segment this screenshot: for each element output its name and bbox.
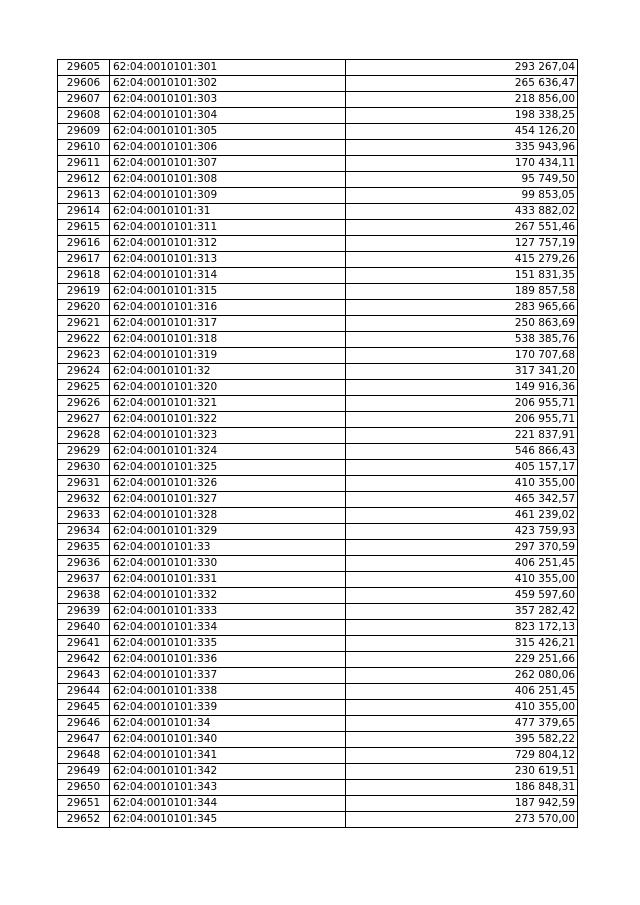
table-row	[58, 492, 578, 508]
table-row	[58, 716, 578, 732]
row-number-cell: 29611	[58, 156, 110, 172]
cadastral-number-cell: 62:04:0010101:301	[110, 60, 346, 76]
row-number-cell: 29616	[58, 236, 110, 252]
value-cell: 283 965,66	[346, 300, 578, 316]
row-number-cell: 29610	[58, 140, 110, 156]
row-number-cell: 29635	[58, 540, 110, 556]
table-row	[58, 748, 578, 764]
row-number-cell: 29607	[58, 92, 110, 108]
cadastral-number-cell: 62:04:0010101:341	[110, 748, 346, 764]
cadastral-number-cell: 62:04:0010101:343	[110, 780, 346, 796]
value-cell: 149 916,36	[346, 380, 578, 396]
table-row	[58, 92, 578, 108]
table-row	[58, 652, 578, 668]
value-cell: 170 707,68	[346, 348, 578, 364]
cadastral-number-cell: 62:04:0010101:333	[110, 604, 346, 620]
value-cell: 538 385,76	[346, 332, 578, 348]
value-cell: 357 282,42	[346, 604, 578, 620]
value-cell: 454 126,20	[346, 124, 578, 140]
table-row	[58, 76, 578, 92]
value-cell: 221 837,91	[346, 428, 578, 444]
cadastral-number-cell: 62:04:0010101:331	[110, 572, 346, 588]
cadastral-number-cell: 62:04:0010101:328	[110, 508, 346, 524]
value-cell: 423 759,93	[346, 524, 578, 540]
table-row	[58, 556, 578, 572]
cadastral-number-cell: 62:04:0010101:340	[110, 732, 346, 748]
value-cell: 293 267,04	[346, 60, 578, 76]
row-number-cell: 29621	[58, 316, 110, 332]
row-number-cell: 29640	[58, 620, 110, 636]
row-number-cell: 29619	[58, 284, 110, 300]
cadastral-number-cell: 62:04:0010101:316	[110, 300, 346, 316]
cadastral-number-cell: 62:04:0010101:308	[110, 172, 346, 188]
value-cell: 186 848,31	[346, 780, 578, 796]
table-row	[58, 124, 578, 140]
value-cell: 823 172,13	[346, 620, 578, 636]
cadastral-number-cell: 62:04:0010101:34	[110, 716, 346, 732]
value-cell: 95 749,50	[346, 172, 578, 188]
table-row	[58, 332, 578, 348]
table-row	[58, 396, 578, 412]
row-number-cell: 29630	[58, 460, 110, 476]
row-number-cell: 29620	[58, 300, 110, 316]
value-cell: 206 955,71	[346, 396, 578, 412]
value-cell: 170 434,11	[346, 156, 578, 172]
value-cell: 230 619,51	[346, 764, 578, 780]
value-cell: 267 551,46	[346, 220, 578, 236]
cadastral-number-cell: 62:04:0010101:342	[110, 764, 346, 780]
row-number-cell: 29613	[58, 188, 110, 204]
value-cell: 317 341,20	[346, 364, 578, 380]
cadastral-number-cell: 62:04:0010101:302	[110, 76, 346, 92]
table-row	[58, 732, 578, 748]
table-row	[58, 780, 578, 796]
row-number-cell: 29651	[58, 796, 110, 812]
table-row	[58, 508, 578, 524]
table-row	[58, 620, 578, 636]
table-row	[58, 428, 578, 444]
table-row	[58, 700, 578, 716]
cadastral-number-cell: 62:04:0010101:337	[110, 668, 346, 684]
table-row	[58, 60, 578, 76]
table-row	[58, 284, 578, 300]
row-number-cell: 29623	[58, 348, 110, 364]
value-cell: 206 955,71	[346, 412, 578, 428]
table-body	[58, 60, 578, 828]
value-cell: 297 370,59	[346, 540, 578, 556]
table-row	[58, 796, 578, 812]
table-row	[58, 636, 578, 652]
cadastral-number-cell: 62:04:0010101:304	[110, 108, 346, 124]
value-cell: 546 866,43	[346, 444, 578, 460]
cadastral-number-cell: 62:04:0010101:315	[110, 284, 346, 300]
table-row	[58, 300, 578, 316]
cadastral-value-table	[57, 59, 578, 828]
row-number-cell: 29615	[58, 220, 110, 236]
table-row	[58, 444, 578, 460]
table-row	[58, 204, 578, 220]
value-cell: 151 831,35	[346, 268, 578, 284]
table-row	[58, 348, 578, 364]
cadastral-number-cell: 62:04:0010101:313	[110, 252, 346, 268]
value-cell: 415 279,26	[346, 252, 578, 268]
table-row	[58, 108, 578, 124]
value-cell: 406 251,45	[346, 556, 578, 572]
value-cell: 729 804,12	[346, 748, 578, 764]
cadastral-number-cell: 62:04:0010101:317	[110, 316, 346, 332]
row-number-cell: 29639	[58, 604, 110, 620]
cadastral-number-cell: 62:04:0010101:332	[110, 588, 346, 604]
row-number-cell: 29626	[58, 396, 110, 412]
cadastral-number-cell: 62:04:0010101:31	[110, 204, 346, 220]
table-row	[58, 540, 578, 556]
cadastral-number-cell: 62:04:0010101:322	[110, 412, 346, 428]
cadastral-number-cell: 62:04:0010101:344	[110, 796, 346, 812]
cadastral-number-cell: 62:04:0010101:327	[110, 492, 346, 508]
table-row	[58, 604, 578, 620]
value-cell: 335 943,96	[346, 140, 578, 156]
cadastral-number-cell: 62:04:0010101:311	[110, 220, 346, 236]
row-number-cell: 29618	[58, 268, 110, 284]
cadastral-number-cell: 62:04:0010101:305	[110, 124, 346, 140]
table-row	[58, 588, 578, 604]
cadastral-number-cell: 62:04:0010101:321	[110, 396, 346, 412]
row-number-cell: 29650	[58, 780, 110, 796]
value-cell: 187 942,59	[346, 796, 578, 812]
table-row	[58, 380, 578, 396]
table-row	[58, 460, 578, 476]
table-row	[58, 268, 578, 284]
row-number-cell: 29649	[58, 764, 110, 780]
cadastral-number-cell: 62:04:0010101:325	[110, 460, 346, 476]
row-number-cell: 29614	[58, 204, 110, 220]
value-cell: 273 570,00	[346, 812, 578, 828]
row-number-cell: 29642	[58, 652, 110, 668]
table-row	[58, 476, 578, 492]
row-number-cell: 29608	[58, 108, 110, 124]
row-number-cell: 29638	[58, 588, 110, 604]
cadastral-number-cell: 62:04:0010101:345	[110, 812, 346, 828]
value-cell: 433 882,02	[346, 204, 578, 220]
row-number-cell: 29627	[58, 412, 110, 428]
row-number-cell: 29617	[58, 252, 110, 268]
cadastral-number-cell: 62:04:0010101:306	[110, 140, 346, 156]
table-row	[58, 236, 578, 252]
row-number-cell: 29644	[58, 684, 110, 700]
value-cell: 127 757,19	[346, 236, 578, 252]
value-cell: 410 355,00	[346, 700, 578, 716]
row-number-cell: 29609	[58, 124, 110, 140]
row-number-cell: 29636	[58, 556, 110, 572]
value-cell: 477 379,65	[346, 716, 578, 732]
value-cell: 99 853,05	[346, 188, 578, 204]
row-number-cell: 29633	[58, 508, 110, 524]
row-number-cell: 29629	[58, 444, 110, 460]
row-number-cell: 29625	[58, 380, 110, 396]
cadastral-number-cell: 62:04:0010101:319	[110, 348, 346, 364]
value-cell: 229 251,66	[346, 652, 578, 668]
row-number-cell: 29631	[58, 476, 110, 492]
value-cell: 395 582,22	[346, 732, 578, 748]
value-cell: 315 426,21	[346, 636, 578, 652]
table-row	[58, 572, 578, 588]
table-row	[58, 188, 578, 204]
table-row	[58, 364, 578, 380]
cadastral-number-cell: 62:04:0010101:335	[110, 636, 346, 652]
row-number-cell: 29646	[58, 716, 110, 732]
table-row	[58, 668, 578, 684]
table-row	[58, 524, 578, 540]
value-cell: 262 080,06	[346, 668, 578, 684]
row-number-cell: 29605	[58, 60, 110, 76]
cadastral-number-cell: 62:04:0010101:326	[110, 476, 346, 492]
table-row	[58, 764, 578, 780]
table-row	[58, 220, 578, 236]
value-cell: 459 597,60	[346, 588, 578, 604]
table-row	[58, 316, 578, 332]
row-number-cell: 29637	[58, 572, 110, 588]
cadastral-number-cell: 62:04:0010101:329	[110, 524, 346, 540]
row-number-cell: 29632	[58, 492, 110, 508]
cadastral-number-cell: 62:04:0010101:338	[110, 684, 346, 700]
value-cell: 250 863,69	[346, 316, 578, 332]
cadastral-number-cell: 62:04:0010101:334	[110, 620, 346, 636]
cadastral-number-cell: 62:04:0010101:339	[110, 700, 346, 716]
value-cell: 218 856,00	[346, 92, 578, 108]
cadastral-number-cell: 62:04:0010101:323	[110, 428, 346, 444]
cadastral-number-cell: 62:04:0010101:330	[110, 556, 346, 572]
row-number-cell: 29648	[58, 748, 110, 764]
value-cell: 410 355,00	[346, 572, 578, 588]
cadastral-number-cell: 62:04:0010101:33	[110, 540, 346, 556]
value-cell: 265 636,47	[346, 76, 578, 92]
table-row	[58, 684, 578, 700]
cadastral-number-cell: 62:04:0010101:32	[110, 364, 346, 380]
table-row	[58, 172, 578, 188]
row-number-cell: 29647	[58, 732, 110, 748]
row-number-cell: 29652	[58, 812, 110, 828]
cadastral-number-cell: 62:04:0010101:318	[110, 332, 346, 348]
table-row	[58, 156, 578, 172]
table-row	[58, 412, 578, 428]
row-number-cell: 29624	[58, 364, 110, 380]
value-cell: 189 857,58	[346, 284, 578, 300]
row-number-cell: 29628	[58, 428, 110, 444]
cadastral-number-cell: 62:04:0010101:307	[110, 156, 346, 172]
row-number-cell: 29641	[58, 636, 110, 652]
value-cell: 410 355,00	[346, 476, 578, 492]
cadastral-number-cell: 62:04:0010101:314	[110, 268, 346, 284]
cadastral-number-cell: 62:04:0010101:324	[110, 444, 346, 460]
row-number-cell: 29645	[58, 700, 110, 716]
cadastral-number-cell: 62:04:0010101:303	[110, 92, 346, 108]
cadastral-number-cell: 62:04:0010101:309	[110, 188, 346, 204]
cadastral-number-cell: 62:04:0010101:312	[110, 236, 346, 252]
value-cell: 461 239,02	[346, 508, 578, 524]
row-number-cell: 29612	[58, 172, 110, 188]
row-number-cell: 29606	[58, 76, 110, 92]
row-number-cell: 29622	[58, 332, 110, 348]
value-cell: 406 251,45	[346, 684, 578, 700]
row-number-cell: 29643	[58, 668, 110, 684]
cadastral-number-cell: 62:04:0010101:336	[110, 652, 346, 668]
value-cell: 198 338,25	[346, 108, 578, 124]
table-row	[58, 812, 578, 828]
value-cell: 405 157,17	[346, 460, 578, 476]
table-row	[58, 252, 578, 268]
cadastral-number-cell: 62:04:0010101:320	[110, 380, 346, 396]
value-cell: 465 342,57	[346, 492, 578, 508]
table-row	[58, 140, 578, 156]
row-number-cell: 29634	[58, 524, 110, 540]
